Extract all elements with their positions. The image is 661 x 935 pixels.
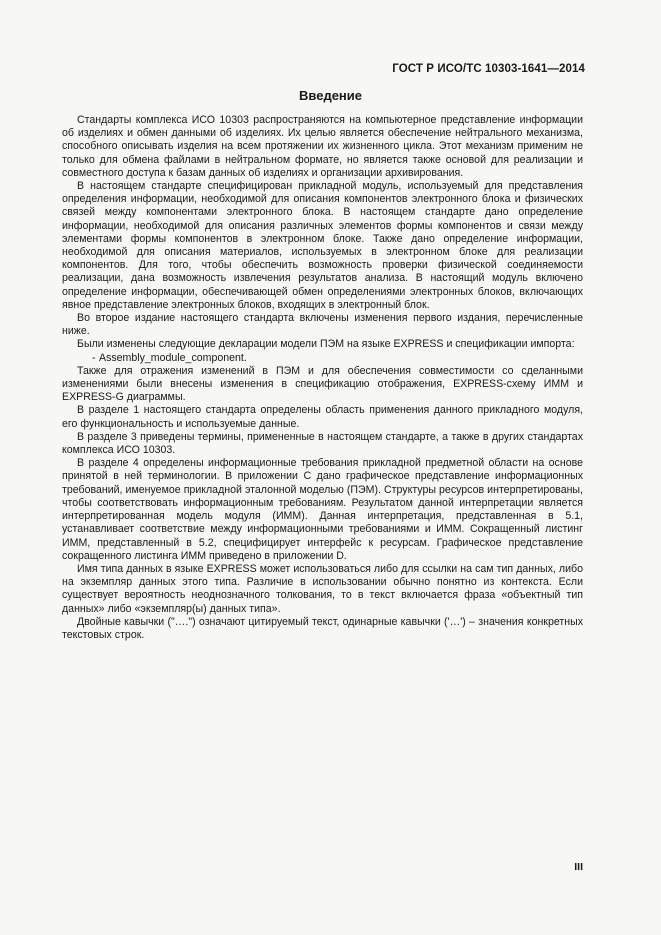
- paragraph: Двойные кавычки ("….") означают цитируемый текст, одинарные кавычки ('…') – значения конкретных текстовых строк.: [62, 615, 583, 641]
- section-title: Введение: [299, 88, 362, 103]
- paragraph: В разделе 4 определены информационные требования прикладной предметной области на основе принятой в ней терминологии. В приложении С дано графическое представление информационных требований, именуемое прикладной эталонной моделью (ПЭМ). Структуры ресурсов интерпретированы, чтобы соответствовать информационным требованиям. Результатом данной интерпретации является интерпретированная модель модуля (ИММ). Данная интерпретация, представленная в 5.1, устанавливает соответствие между информационными требованиями и ИММ. Сокращенный листинг ИММ, представленный в 5.2, специфицирует интерфейс к ресурсам. Графическое представление сокращенного листинга ИММ приведено в приложении D.: [62, 457, 583, 562]
- list-dash: -: [92, 351, 96, 364]
- paragraph: Стандарты комплекса ИСО 10303 распространяются на компьютерное представление информации об изделиях и обмен данными об изделиях. Их целью является обеспечение нейтрального механизма, способного описывать изделия на всем протяжении их жизненного цикла. Этот механизм применим не только для обмена файлами в нейтральном формате, но является также основой для реализации и совместного доступа к базам данных об изделиях и организации архивирования.: [62, 114, 583, 179]
- paragraph: Имя типа данных в языке EXPRESS может использоваться либо для ссылки на сам тип данных, либо на экземпляр данных этого типа. Различие в использовании обычно понятно из контекста. Если существует вероятность неоднозначного толкования, то в текст включается фраза «объектный тип данных» либо «экземпляр(ы) данных типа».: [62, 562, 583, 615]
- body-text: [62, 114, 583, 642]
- paragraph: Также для отражения изменений в ПЭМ и для обеспечения совместимости со сделанными изменениями были внесены изменения в спецификацию отображения, EXPRESS-схему ИММ и EXPRESS-G диаграммы.: [62, 364, 583, 404]
- paragraph: Были изменены следующие декларации модели ПЭМ на языке EXPRESS и спецификации импорта:: [77, 338, 575, 351]
- paragraph: Во второе издание настоящего стандарта включены изменения первого издания, перечисленные ниже.: [62, 312, 583, 338]
- paragraph: В настоящем стандарте специфицирован прикладной модуль, используемый для представления определения информации, необходимой для описания компонентов электронного блока и физических связей между компонентами электронного блока. В настоящем стандарте дано определение информации, необходимой для описания различных элементов формы компонентов и связи между элементами формы компонентов в электронном блоке. Также дано определение информации, необходимой для описания материалов, используемых в электронном блоке для реализации компонентов. Для того, чтобы обеспечить возможность проверки физической соединяемости реализации, дана возможность извлечения результатов анализа. В настоящий модуль включено определение информации, обеспечивающей обмен определениями электронных блоков, включающих явное представление электронных блоков, входящих в электронный блок.: [62, 180, 583, 311]
- document-id-header: ГОСТ Р ИСО/ТС 10303-1641—2014: [392, 63, 585, 75]
- paragraph: В разделе 3 приведены термины, примененные в настоящем стандарте, а также в других стандартах комплекса ИСО 10303.: [62, 430, 583, 457]
- page-number: III: [574, 861, 583, 873]
- list-item-text: Assembly_module_component.: [99, 351, 247, 364]
- paragraph: В разделе 1 настоящего стандарта определены область применения данного прикладного модуля, его функциональность и используемые данные.: [62, 404, 583, 430]
- list-item: [62, 352, 583, 365]
